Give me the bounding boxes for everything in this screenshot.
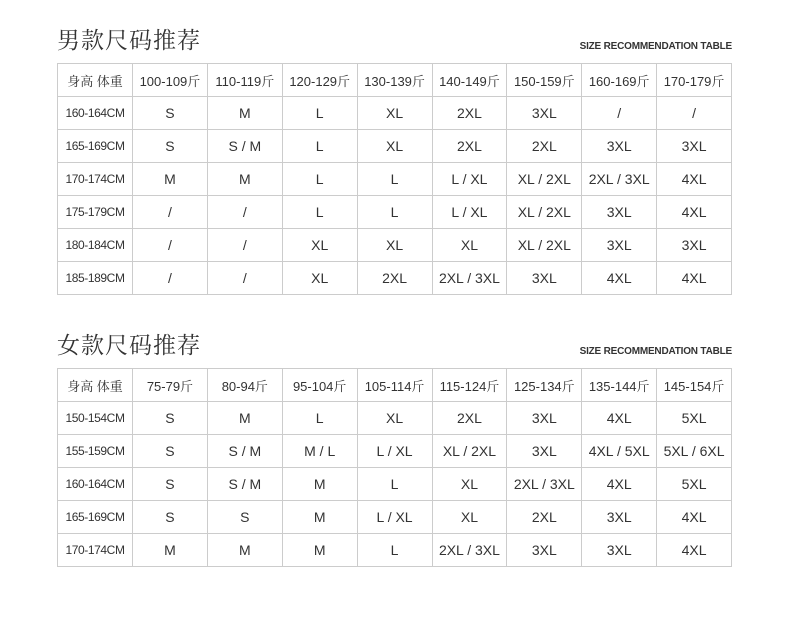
table-row bbox=[58, 97, 732, 130]
women-section-title: 女款尺码推荐 bbox=[57, 333, 201, 359]
size-cell: S bbox=[133, 435, 208, 468]
size-cell: 4XL bbox=[657, 163, 732, 196]
weight-header-cell: 135-144斤 bbox=[582, 369, 657, 402]
table-row bbox=[58, 229, 732, 262]
weight-header-cell: 110-119斤 bbox=[207, 64, 282, 97]
weight-header-cell: 170-179斤 bbox=[657, 64, 732, 97]
height-cell: 180-184CM bbox=[58, 229, 133, 262]
size-cell: L bbox=[282, 163, 357, 196]
size-cell: XL bbox=[282, 262, 357, 295]
weight-header-cell: 95-104斤 bbox=[282, 369, 357, 402]
size-cell: 5XL bbox=[657, 402, 732, 435]
size-cell: M bbox=[207, 402, 282, 435]
size-cell: L bbox=[357, 196, 432, 229]
size-cell: M bbox=[133, 163, 208, 196]
size-cell: 3XL bbox=[507, 262, 582, 295]
size-cell: 2XL / 3XL bbox=[582, 163, 657, 196]
size-cell: XL / 2XL bbox=[507, 229, 582, 262]
size-cell: S / M bbox=[207, 130, 282, 163]
size-cell: M bbox=[207, 163, 282, 196]
size-cell: 2XL bbox=[357, 262, 432, 295]
size-cell: S / M bbox=[207, 468, 282, 501]
height-cell: 155-159CM bbox=[58, 435, 133, 468]
size-cell: M bbox=[207, 534, 282, 567]
women-section-subtitle: SIZE RECOMMENDATION TABLE bbox=[579, 346, 732, 357]
size-cell: M bbox=[133, 534, 208, 567]
size-cell: XL bbox=[357, 97, 432, 130]
size-cell: XL bbox=[282, 229, 357, 262]
size-cell: XL bbox=[357, 402, 432, 435]
size-cell: S bbox=[133, 468, 208, 501]
size-cell: 4XL bbox=[582, 468, 657, 501]
size-cell: 4XL bbox=[582, 262, 657, 295]
weight-header-cell: 160-169斤 bbox=[582, 64, 657, 97]
size-cell: 2XL bbox=[507, 501, 582, 534]
size-cell: S / M bbox=[207, 435, 282, 468]
size-cell: S bbox=[207, 501, 282, 534]
size-cell: 2XL bbox=[432, 130, 507, 163]
size-cell: L bbox=[357, 534, 432, 567]
size-cell: L / XL bbox=[432, 196, 507, 229]
size-cell: / bbox=[207, 229, 282, 262]
weight-header-cell: 145-154斤 bbox=[657, 369, 732, 402]
table-row bbox=[58, 435, 732, 468]
weight-header-cell: 100-109斤 bbox=[133, 64, 208, 97]
height-cell: 185-189CM bbox=[58, 262, 133, 295]
size-cell: 3XL bbox=[582, 534, 657, 567]
size-cell: 3XL bbox=[582, 130, 657, 163]
weight-header-cell: 75-79斤 bbox=[133, 369, 208, 402]
size-cell: L bbox=[282, 402, 357, 435]
size-cell: XL bbox=[432, 229, 507, 262]
men-section-header bbox=[57, 26, 732, 63]
men-size-section bbox=[57, 26, 732, 295]
size-cell: / bbox=[133, 262, 208, 295]
table-row bbox=[58, 262, 732, 295]
size-cell: XL bbox=[432, 468, 507, 501]
size-cell: XL / 2XL bbox=[432, 435, 507, 468]
weight-header-cell: 105-114斤 bbox=[357, 369, 432, 402]
weight-header-cell: 115-124斤 bbox=[432, 369, 507, 402]
weight-header-cell: 80-94斤 bbox=[207, 369, 282, 402]
size-cell: 3XL bbox=[507, 402, 582, 435]
size-cell: 5XL / 6XL bbox=[657, 435, 732, 468]
size-cell: S bbox=[133, 501, 208, 534]
size-cell: S bbox=[133, 402, 208, 435]
size-cell: M bbox=[282, 468, 357, 501]
height-cell: 160-164CM bbox=[58, 97, 133, 130]
size-cell: L / XL bbox=[432, 163, 507, 196]
table-row bbox=[58, 468, 732, 501]
size-cell: L bbox=[282, 97, 357, 130]
size-cell: / bbox=[207, 196, 282, 229]
table-row bbox=[58, 501, 732, 534]
size-cell: L / XL bbox=[357, 435, 432, 468]
height-cell: 160-164CM bbox=[58, 468, 133, 501]
size-cell: S bbox=[133, 130, 208, 163]
corner-cell: 身高 体重 bbox=[58, 369, 133, 402]
height-cell: 150-154CM bbox=[58, 402, 133, 435]
size-cell: XL / 2XL bbox=[507, 196, 582, 229]
women-size-section bbox=[57, 331, 732, 567]
size-cell: M bbox=[207, 97, 282, 130]
height-cell: 175-179CM bbox=[58, 196, 133, 229]
size-cell: XL / 2XL bbox=[507, 163, 582, 196]
size-cell: L bbox=[357, 163, 432, 196]
height-cell: 170-174CM bbox=[58, 534, 133, 567]
table-row bbox=[58, 130, 732, 163]
women-section-header bbox=[57, 331, 732, 368]
size-cell: 3XL bbox=[582, 196, 657, 229]
weight-header-cell: 130-139斤 bbox=[357, 64, 432, 97]
size-cell: 4XL bbox=[657, 196, 732, 229]
size-cell: / bbox=[133, 229, 208, 262]
size-cell: 2XL bbox=[507, 130, 582, 163]
size-cell: / bbox=[582, 97, 657, 130]
size-cell: S bbox=[133, 97, 208, 130]
weight-header-cell: 140-149斤 bbox=[432, 64, 507, 97]
size-cell: 3XL bbox=[582, 229, 657, 262]
height-cell: 170-174CM bbox=[58, 163, 133, 196]
size-cell: XL bbox=[357, 229, 432, 262]
weight-header-cell: 125-134斤 bbox=[507, 369, 582, 402]
size-cell: / bbox=[657, 97, 732, 130]
size-cell: L / XL bbox=[357, 501, 432, 534]
size-cell: M bbox=[282, 534, 357, 567]
weight-header-cell: 120-129斤 bbox=[282, 64, 357, 97]
size-cell: L bbox=[282, 196, 357, 229]
table-row bbox=[58, 534, 732, 567]
women-size-table bbox=[57, 368, 732, 567]
height-cell: 165-169CM bbox=[58, 501, 133, 534]
table-row bbox=[58, 402, 732, 435]
size-cell: 4XL bbox=[657, 501, 732, 534]
size-cell: 3XL bbox=[507, 534, 582, 567]
size-cell: 5XL bbox=[657, 468, 732, 501]
size-cell: 3XL bbox=[657, 130, 732, 163]
size-cell: L bbox=[357, 468, 432, 501]
size-cell: 3XL bbox=[507, 435, 582, 468]
size-cell: 2XL / 3XL bbox=[432, 534, 507, 567]
size-cell: XL bbox=[432, 501, 507, 534]
size-cell: 2XL bbox=[432, 97, 507, 130]
size-cell: 4XL / 5XL bbox=[582, 435, 657, 468]
size-cell: M bbox=[282, 501, 357, 534]
table-header-row bbox=[58, 64, 732, 97]
size-cell: L bbox=[282, 130, 357, 163]
height-cell: 165-169CM bbox=[58, 130, 133, 163]
size-cell: 2XL bbox=[432, 402, 507, 435]
table-header-row bbox=[58, 369, 732, 402]
weight-header-cell: 150-159斤 bbox=[507, 64, 582, 97]
table-row bbox=[58, 196, 732, 229]
size-cell: 3XL bbox=[657, 229, 732, 262]
size-cell: 4XL bbox=[582, 402, 657, 435]
size-cell: 4XL bbox=[657, 534, 732, 567]
size-cell: XL bbox=[357, 130, 432, 163]
size-cell: 4XL bbox=[657, 262, 732, 295]
men-section-title: 男款尺码推荐 bbox=[57, 28, 201, 54]
men-size-table bbox=[57, 63, 732, 295]
corner-cell: 身高 体重 bbox=[58, 64, 133, 97]
men-section-subtitle: SIZE RECOMMENDATION TABLE bbox=[579, 41, 732, 52]
size-cell: 2XL / 3XL bbox=[432, 262, 507, 295]
size-cell: 3XL bbox=[582, 501, 657, 534]
size-cell: M / L bbox=[282, 435, 357, 468]
size-cell: / bbox=[133, 196, 208, 229]
size-cell: 2XL / 3XL bbox=[507, 468, 582, 501]
table-row bbox=[58, 163, 732, 196]
size-cell: / bbox=[207, 262, 282, 295]
size-cell: 3XL bbox=[507, 97, 582, 130]
